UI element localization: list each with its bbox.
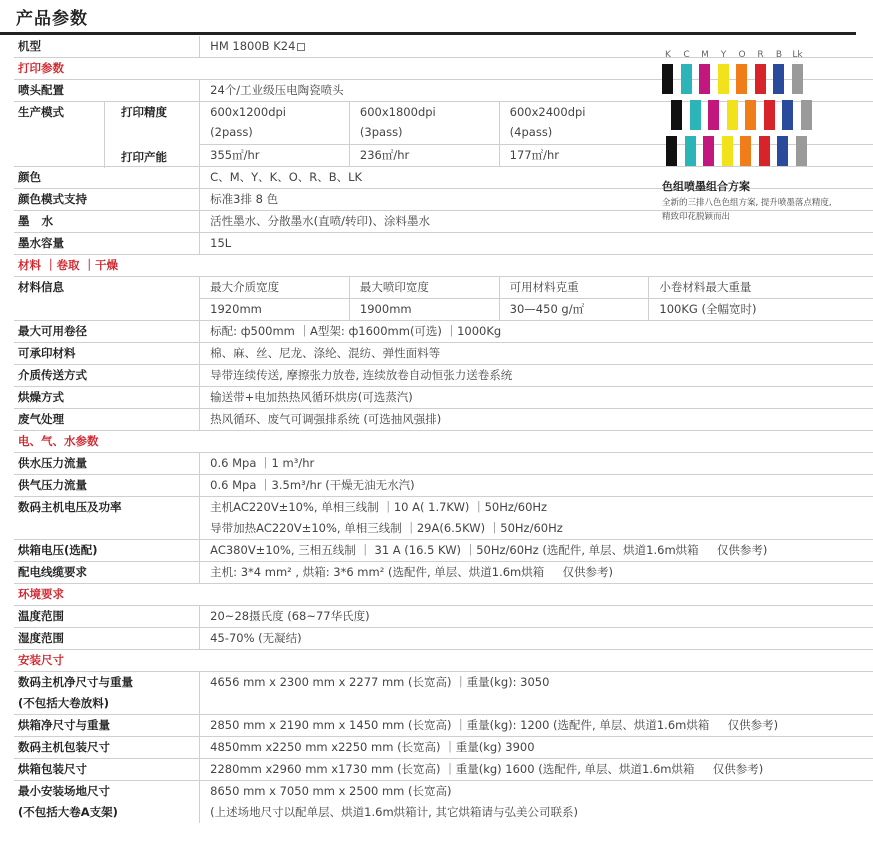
cell: 600x1800dpi (3pass) — [349, 102, 499, 145]
table-row — [14, 759, 873, 781]
row-value: 热风循环、废气可调强排系统 (可选抽风强排) — [200, 409, 873, 431]
ink-bars — [662, 64, 862, 174]
ink-bar — [777, 136, 788, 166]
row-label: 烘箱包装尺寸 — [14, 759, 200, 781]
section-title: 安装尺寸 — [14, 650, 873, 672]
sub-label: 打印产能 — [121, 150, 167, 164]
ink-bar — [727, 100, 738, 130]
ink-bar — [745, 100, 756, 130]
row-value: C、M、Y、K、O、R、B、LK — [200, 167, 873, 189]
table-row — [14, 562, 873, 584]
ink-bar — [740, 136, 751, 166]
row-label: 介质传送方式 — [14, 365, 200, 387]
section-header — [14, 255, 873, 277]
section-header — [14, 584, 873, 606]
ink-bar — [764, 100, 775, 130]
ink-bar — [690, 100, 701, 130]
row-value: 主机: 3*4 mm² , 烘箱: 3*6 mm² (选配件, 单层、烘道1.6m烘箱 仅供参考) — [200, 562, 873, 584]
table-row — [14, 343, 873, 365]
cell: 30—450 g/㎡ — [499, 299, 649, 321]
col-header: 可用材料克重 — [499, 277, 649, 299]
ink-bar — [681, 64, 692, 94]
row-label: 生产模式 打印精度 打印产能 — [14, 102, 200, 167]
table-row — [14, 540, 873, 562]
table-row — [14, 672, 873, 715]
ink-bar — [782, 100, 793, 130]
table-row — [14, 606, 873, 628]
row-label: 机型 — [14, 36, 200, 58]
ink-letter: K — [665, 50, 671, 60]
color-combo-panel — [662, 50, 862, 222]
ink-letter: Lk — [792, 50, 803, 60]
row-label: 数码主机净尺寸与重量 (不包括大卷放料) — [14, 672, 200, 715]
ink-bar — [792, 64, 803, 94]
cell: 100KG (全幅宽时) — [649, 299, 873, 321]
table-row — [14, 453, 873, 475]
cell: 1900mm — [349, 299, 499, 321]
ink-letter: R — [757, 50, 764, 60]
row-value: 棉、麻、丝、尼龙、涤纶、混纺、弹性面料等 — [200, 343, 873, 365]
row-label: 温度范围 — [14, 606, 200, 628]
ink-letter: C — [683, 50, 690, 60]
table-row — [14, 321, 873, 343]
title-divider — [0, 32, 856, 35]
ink-bar — [759, 136, 770, 166]
row-value: 标准3排 8 色 — [200, 189, 873, 211]
row-label: 数码主机电压及功率 — [14, 497, 200, 540]
col-header: 最大喷印宽度 — [349, 277, 499, 299]
row-label: 供水压力流量 — [14, 453, 200, 475]
row-label: 烘箱净尺寸与重量 — [14, 715, 200, 737]
ink-letter: O — [738, 50, 746, 60]
row-value: 主机AC220V±10%, 单相三线制 ｜10 A( 1.7KW) ｜50Hz/60Hz 导带加热AC220V±10%, 单相三线制 ｜29A(6.5KW) ｜50Hz/60Hz — [200, 497, 873, 540]
sub-label: 打印精度 — [104, 102, 167, 168]
row-value: 输送带+电加热热风循环烘房(可选蒸汽) — [200, 387, 873, 409]
row-value: 4656 mm x 2300 mm x 2277 mm (长宽高) ｜重量(kg): 3050 — [200, 672, 873, 715]
row-label: 颜色 — [14, 167, 200, 189]
checkbox-icon — [297, 43, 305, 51]
cell: 236㎡/hr — [349, 145, 499, 167]
row-label: 供气压力流量 — [14, 475, 200, 497]
ink-letter: B — [775, 50, 783, 60]
cell: 355㎡/hr — [200, 145, 350, 167]
row-label: 最大可用卷径 — [14, 321, 200, 343]
col-header: 小卷材料最大重量 — [649, 277, 873, 299]
section-header — [14, 431, 873, 453]
row-value: 24个/工业级压电陶瓷喷头 — [200, 80, 873, 102]
row-value: 20~28摄氏度 (68~77华氏度) — [200, 606, 873, 628]
row-value: 活性墨水、分散墨水(直喷/转印)、涂料墨水 — [200, 211, 873, 233]
row-label: 材料信息 — [14, 277, 200, 321]
ink-letter: M — [701, 50, 709, 60]
table-row — [14, 365, 873, 387]
ink-letter: Y — [720, 50, 727, 60]
ink-bar — [722, 136, 733, 166]
table-row — [14, 628, 873, 650]
row-label: 墨水容量 — [14, 233, 200, 255]
row-value: 45-70% (无凝结) — [200, 628, 873, 650]
row-value: 0.6 Mpa ｜3.5m³/hr (干燥无油无水汽) — [200, 475, 873, 497]
row-label: 湿度范围 — [14, 628, 200, 650]
table-row — [14, 715, 873, 737]
page-title: 产品参数 — [16, 9, 88, 29]
row-value: 4850mm x2250 mm x2250 mm (长宽高) ｜重量(kg) 3900 — [200, 737, 873, 759]
col-header: 最大介质宽度 — [200, 277, 350, 299]
row-value: 2850 mm x 2190 mm x 1450 mm (长宽高) ｜重量(kg): 1200 (选配件, 单层、烘道1.6m烘箱 仅供参考) — [200, 715, 873, 737]
section-title: 材料 ｜卷取 ｜干燥 — [14, 255, 873, 277]
ink-bar — [699, 64, 710, 94]
row-label: 配电线缆要求 — [14, 562, 200, 584]
row-value: 8650 mm x 7050 mm x 2500 mm (长宽高) (上述场地尺寸以配单层、烘道1.6m烘箱计, 其它烘箱请与弘美公司联系) — [200, 781, 873, 824]
table-row — [14, 233, 873, 255]
ink-letters — [662, 50, 862, 64]
row-label: 最小安装场地尺寸 (不包括大卷A支架) — [18, 784, 118, 819]
ink-bar — [666, 136, 677, 166]
row-label: 可承印材料 — [14, 343, 200, 365]
row-label: 烘燥方式 — [14, 387, 200, 409]
table-row — [14, 737, 873, 759]
color-combo-description: 全新的三排八色色组方案, 提升喷墨落点精度, 精致印花脱颖而出 — [662, 198, 832, 222]
table-row — [14, 387, 873, 409]
ink-bar — [703, 136, 714, 166]
section-title: 电、气、水参数 — [14, 431, 873, 453]
row-value: 标配: ф500mm ｜A型架: ф1600mm(可选) ｜1000Kg — [200, 321, 873, 343]
row-label: 数码主机包装尺寸 — [14, 737, 200, 759]
ink-bar — [736, 64, 747, 94]
row-label: 烘箱电压(选配) — [14, 540, 200, 562]
cell: 600x1200dpi (2pass) — [200, 102, 350, 145]
table-row — [14, 781, 873, 824]
ink-bar — [662, 64, 673, 94]
ink-bar — [671, 100, 682, 130]
table-row — [14, 277, 873, 299]
table-row — [14, 497, 873, 540]
row-value: 0.6 Mpa ｜1 m³/hr — [200, 453, 873, 475]
row-value: 2280mm x2960 mm x1730 mm (长宽高) ｜重量(kg) 1600 (选配件, 单层、烘道1.6m烘箱 仅供参考) — [200, 759, 873, 781]
table-row — [14, 475, 873, 497]
ink-bar — [708, 100, 719, 130]
ink-bar — [685, 136, 696, 166]
row-value: 导带连续传送, 摩擦张力放卷, 连续放卷自动恒张力送卷系统 — [200, 365, 873, 387]
cell: 1920mm — [200, 299, 350, 321]
color-combo-title: 色组喷墨组合方案 — [662, 180, 750, 193]
ink-bar — [755, 64, 766, 94]
row-label: 喷头配置 — [14, 80, 200, 102]
row-label: 废气处理 — [14, 409, 200, 431]
table-row — [14, 409, 873, 431]
ink-bar — [773, 64, 784, 94]
ink-bar — [718, 64, 729, 94]
cell: 177㎡/hr — [499, 145, 873, 167]
cell: 600x2400dpi (4pass) — [499, 102, 873, 145]
section-title: 打印参数 — [14, 58, 873, 80]
row-value: AC380V±10%, 三相五线制 ｜ 31 A (16.5 KW) ｜50Hz/60Hz (选配件, 单层、烘道1.6m烘箱 仅供参考) — [200, 540, 873, 562]
section-title: 环境要求 — [14, 584, 873, 606]
row-label: 颜色模式支持 — [14, 189, 200, 211]
row-label: 墨 水 — [14, 211, 200, 233]
ink-bar — [796, 136, 807, 166]
section-header — [14, 650, 873, 672]
row-value: HM 1800B K24 — [200, 36, 873, 58]
row-value: 15L — [200, 233, 873, 255]
ink-bar — [801, 100, 812, 130]
